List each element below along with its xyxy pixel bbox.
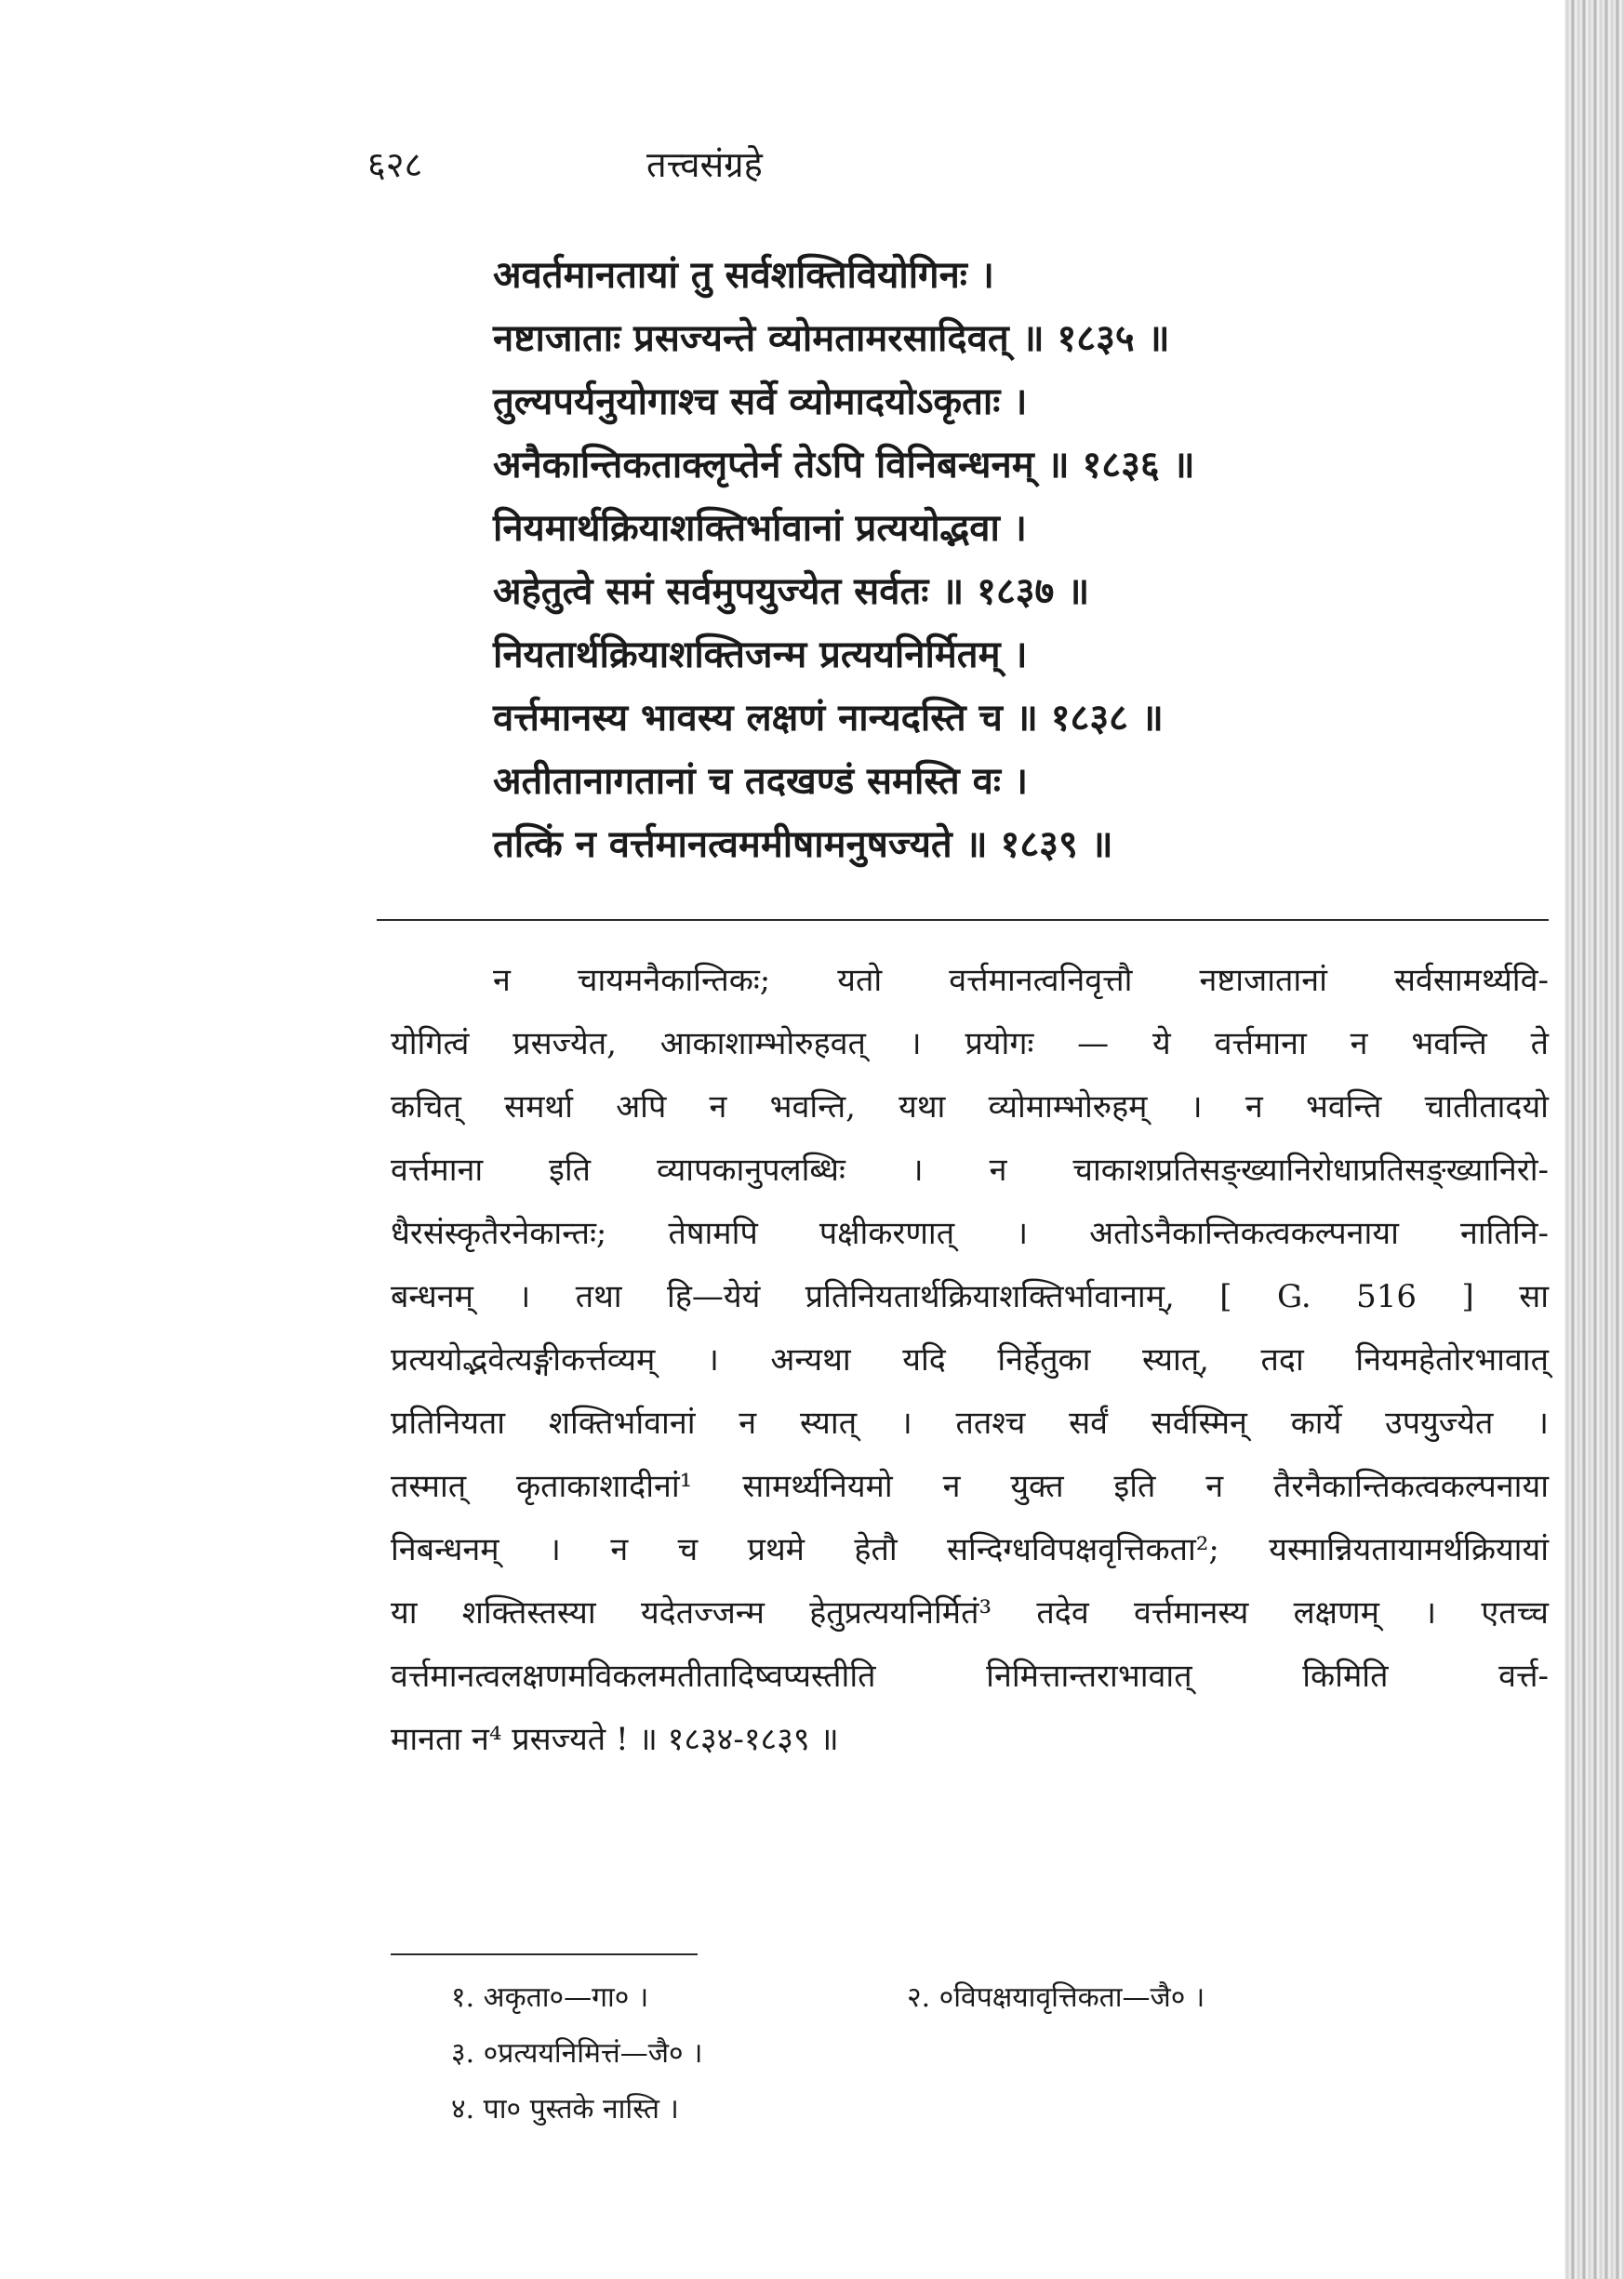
verse-commentary-divider [377, 919, 1549, 921]
running-title: तत्त्वसंग्रहे [646, 144, 763, 185]
commentary-line: निबन्धनम् । न च प्रथमे हेतौ सन्दिग्धविपक्षवृत्तिकता²; यस्मान्नियतायामर्थक्रियायां [391, 1531, 1549, 1568]
verse-line: अवर्तमानतायां तु सर्वशक्तिवियोगिनः । [493, 253, 994, 297]
footnote-row [451, 1970, 1474, 2026]
footnote-row [451, 2026, 1474, 2082]
page-number: ६२८ [367, 144, 423, 185]
footnotes [451, 1970, 1474, 2138]
verse-line: तुल्यपर्यनुयोगाश्च सर्वे व्योमादयोऽकृताः । [493, 380, 1028, 423]
commentary-line: या शक्तिस्तस्या यदेतज्जन्म हेतुप्रत्ययनिर्मितं³ तदेव वर्त्तमानस्य लक्षणम् । एतच्च [391, 1594, 1549, 1632]
page-header [0, 140, 1624, 195]
footnote-1: १. अकृता०—गा० । [451, 1981, 649, 2014]
footnote-4: ४. पा० पुस्तके नास्ति । [451, 2093, 679, 2126]
footnote-divider [391, 1953, 698, 1955]
verse-line: नियमार्थक्रियाशक्तिर्भावानां प्रत्ययोद्भवा । [493, 506, 1027, 550]
commentary-line: मानता न⁴ प्रसज्यते ! ॥ १८३४-१८३९ ॥ [391, 1721, 839, 1758]
verse-line: वर्त्तमानस्य भावस्य लक्षणं नान्यदस्ति च ॥ १८३८ ॥ [493, 696, 1164, 740]
verse-line: अनैकान्तिकताक्लृप्तेर्न तेऽपि विनिबन्धनम् ॥ १८३६ ॥ [493, 443, 1195, 486]
commentary-line: योगित्वं प्रसज्येत, आकाशाम्भोरुहवत् । प्रयोगः — ये वर्त्तमाना न भवन्ति ते [391, 1025, 1549, 1062]
commentary-line: वर्त्तमाना इति व्यापकानुपलब्धिः । न चाकाशप्रतिसङ्ख्यानिरोधाप्रतिसङ्ख्यानिरो- [391, 1152, 1549, 1189]
footnote-3: ३. ०प्रत्ययनिमित्तं—जै० । [451, 2037, 703, 2070]
commentary-line: प्रत्ययोद्भवेत्यङ्गीकर्त्तव्यम् । अन्यथा यदि निर्हेतुका स्यात्, तदा नियमहेतोरभावात् [391, 1341, 1549, 1379]
commentary-line: प्रतिनियता शक्तिर्भावानां न स्यात् । ततश्च सर्वं सर्वस्मिन् कार्ये उपयुज्येत । [391, 1405, 1549, 1442]
footnote-2: २. ०विपक्षयावृत्तिकता—जै० । [907, 1981, 1205, 2014]
verse-line: तत्किं न वर्त्तमानत्वममीषामनुषज्यते ॥ १८३९ ॥ [493, 822, 1113, 866]
verse-block [493, 244, 1544, 876]
commentary-line: कचित् समर्था अपि न भवन्ति, यथा व्योमाम्भोरुहम् । न भवन्ति चातीतादयो [391, 1088, 1549, 1126]
verse-line: नष्टाजाताः प्रसज्यन्ते व्योमतामरसादिवत् ॥ १८३५ ॥ [493, 316, 1170, 360]
commentary-line: धैरसंस्कृतैरनेकान्तः; तेषामपि पक्षीकरणात् । अतोऽनैकान्तिकत्वकल्पनाया नातिनि- [391, 1215, 1549, 1252]
commentary-block [391, 949, 1549, 1771]
commentary-line: बन्धनम् । तथा हि—येयं प्रतिनियतार्थक्रियाशक्तिर्भावानाम्, [ G. 516 ] सा [391, 1278, 1549, 1315]
commentary-line: वर्त्तमानत्वलक्षणमविकलमतीतादिष्वप्यस्तीति निमित्तान्तराभावात् किमिति वर्त्त- [391, 1658, 1549, 1695]
verse-line: अहेतुत्वे समं सर्वमुपयुज्येत सर्वतः ॥ १८३७ ॥ [493, 569, 1090, 613]
footnote-row [451, 2082, 1474, 2138]
verse-line: नियतार्थक्रियाशक्तिजन्म प्रत्ययनिर्मितम् । [493, 633, 1028, 676]
commentary-line: तस्मात् कृताकाशादीनां¹ सामर्थ्यनियमो न युक्त इति न तैरनैकान्तिकत्वकल्पनाया [391, 1468, 1549, 1505]
commentary-line: न चायमनैकान्तिकः; यतो वर्त्तमानत्वनिवृत्तौ नष्टाजातानां सर्वसामर्थ्यवि- [493, 962, 1549, 999]
page-edge-scan-shadow [1564, 0, 1624, 2279]
verse-line: अतीतानागतानां च तदखण्डं समस्ति वः । [493, 759, 1029, 803]
